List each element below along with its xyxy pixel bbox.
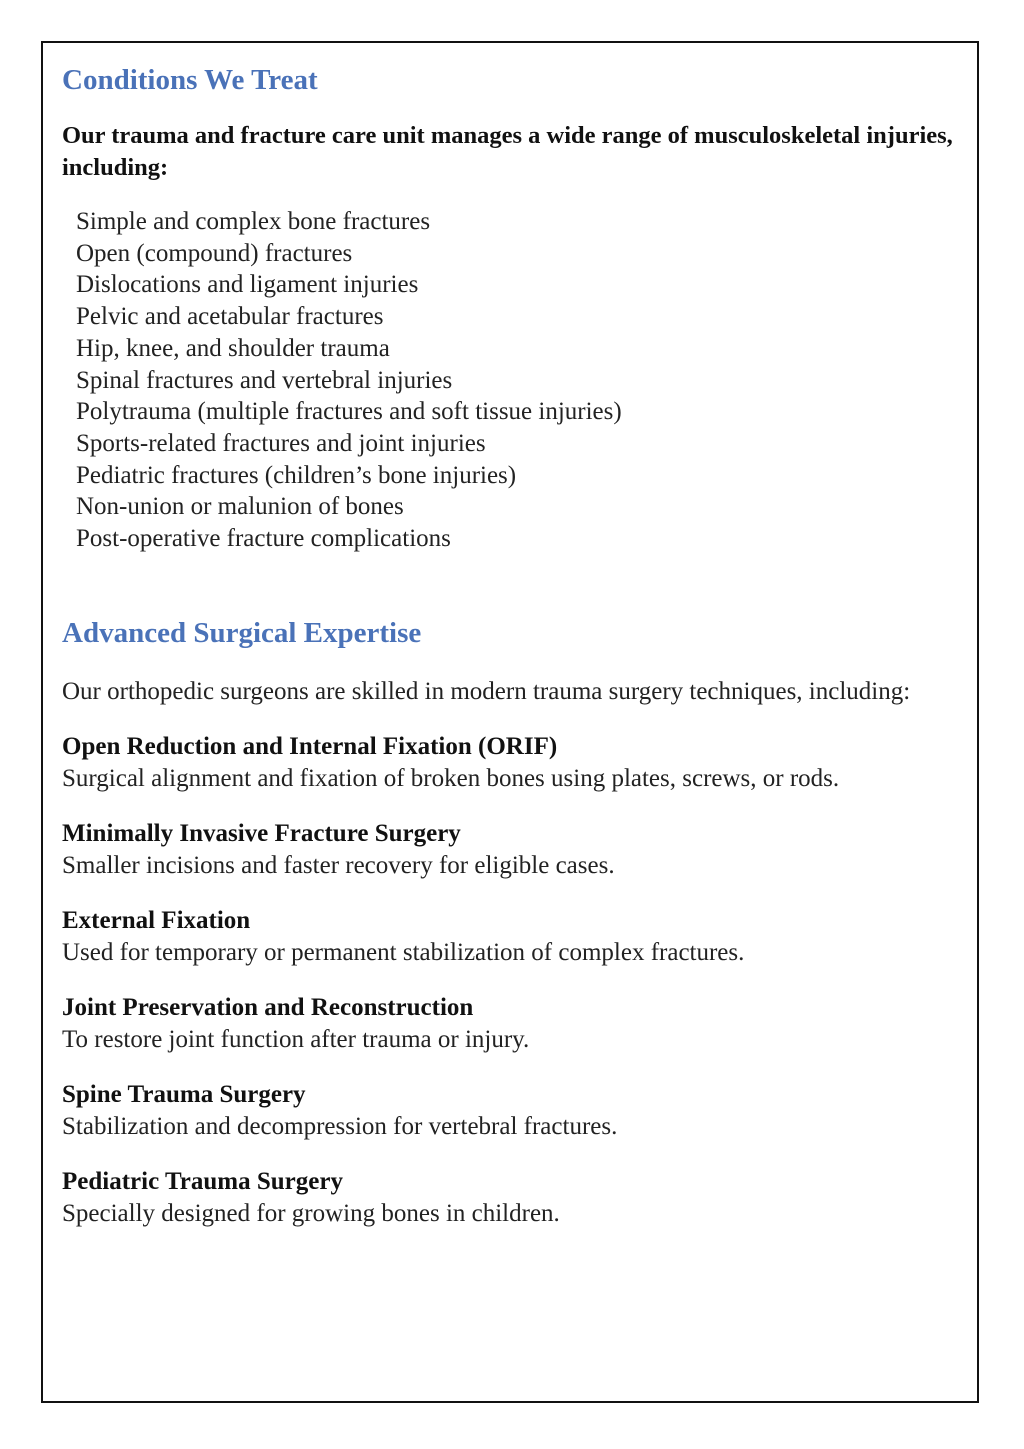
condition-item: Pelvic and acetabular fractures [76, 303, 384, 331]
conditions-intro: Our trauma and fracture care unit manages a wide range of musculoskeletal injuries, including: [62, 122, 953, 181]
technique-name: Minimally Invasive Fracture Surgery [62, 819, 461, 847]
conditions-list [76, 206, 967, 555]
technique-name: Open Reduction and Internal Fixation (ORIF) [62, 732, 558, 760]
technique-item [62, 1079, 967, 1143]
technique-name: Spine Trauma Surgery [62, 1080, 306, 1108]
condition-item: Non-union or malunion of bones [76, 493, 404, 521]
condition-item: Sports-related fractures and joint injuries [76, 429, 486, 457]
surgical-section [62, 613, 967, 1230]
technique-name: External Fixation [62, 906, 251, 934]
technique-item [62, 818, 967, 882]
technique-item [62, 731, 967, 795]
condition-item: Spinal fractures and vertebral injuries [76, 366, 453, 394]
technique-description: Surgical alignment and fixation of broken bones using plates, screws, or rods. [62, 764, 840, 792]
condition-item: Simple and complex bone fractures [76, 208, 431, 235]
surgical-intro: Our orthopedic surgeons are skilled in modern trauma surgery techniques, including: [62, 677, 911, 705]
technique-description: To restore joint function after trauma or injury. [62, 1025, 530, 1053]
technique-item [62, 1166, 967, 1230]
page-content [62, 60, 967, 1230]
technique-name: Joint Preservation and Reconstruction [62, 993, 474, 1021]
condition-item: Open (compound) fractures [76, 239, 353, 267]
condition-item: Pediatric fractures (children’s bone injuries) [76, 461, 517, 489]
technique-description: Specially designed for growing bones in children. [62, 1199, 560, 1227]
technique-description: Stabilization and decompression for vertebral fractures. [62, 1112, 618, 1140]
technique-item [62, 992, 967, 1056]
technique-description: Smaller incisions and faster recovery for eligible cases. [62, 851, 615, 879]
technique-description: Used for temporary or permanent stabilization of complex fractures. [62, 938, 745, 966]
condition-item: Polytrauma (multiple fractures and soft tissue injuries) [76, 398, 622, 426]
conditions-heading: Conditions We Treat [62, 64, 318, 96]
condition-item: Post-operative fracture complications [76, 525, 451, 553]
condition-item: Hip, knee, and shoulder trauma [76, 334, 390, 362]
conditions-section [62, 60, 967, 555]
techniques-list [62, 731, 967, 1230]
condition-item: Dislocations and ligament injuries [76, 271, 419, 299]
technique-item [62, 905, 967, 969]
surgical-heading: Advanced Surgical Expertise [62, 616, 422, 649]
technique-name: Pediatric Trauma Surgery [62, 1167, 343, 1195]
